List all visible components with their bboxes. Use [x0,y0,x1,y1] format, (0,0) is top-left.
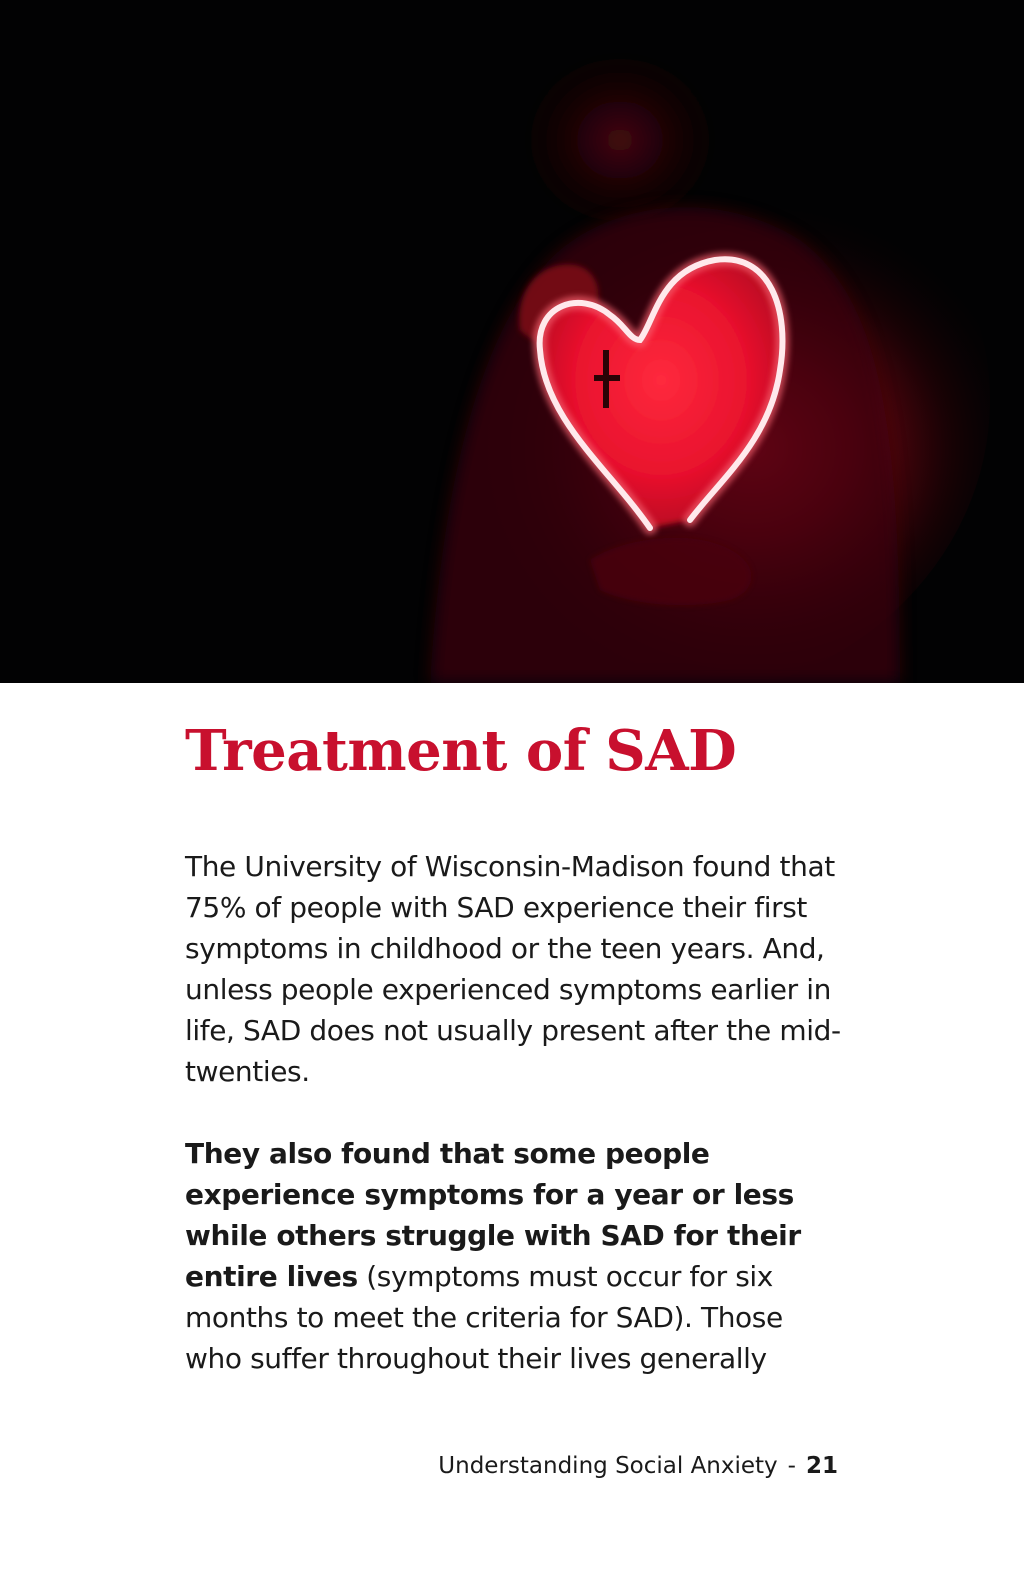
paragraph-2-bold-text: They also found that some people experience symptoms for a year or less while others struggle with SAD for their entire lives [185,1137,801,1293]
hero-photo [0,0,1024,683]
article-section [185,718,845,1379]
book-title: Understanding Social Anxiety [438,1453,778,1479]
paragraph-2-regular-text: (symptoms must occur for six months to meet the criteria for SAD). Those who suffer throughout their lives generally [185,1260,783,1375]
neon-heart-photo-icon [0,0,1024,683]
section-title: Treatment of SAD [185,718,737,784]
page-number: 21 [805,1453,838,1479]
body-paragraph-1: The University of Wisconsin-Madison found that 75% of people with SAD experience their first symptoms in childhood or the teen years. And, unless people experienced symptoms earlier in life, SAD does not usually present after the mid-twenties. [185,850,841,1088]
footer-separator: - [787,1453,796,1479]
body-paragraph-2 [185,1133,845,1379]
page-footer [400,1452,838,1480]
